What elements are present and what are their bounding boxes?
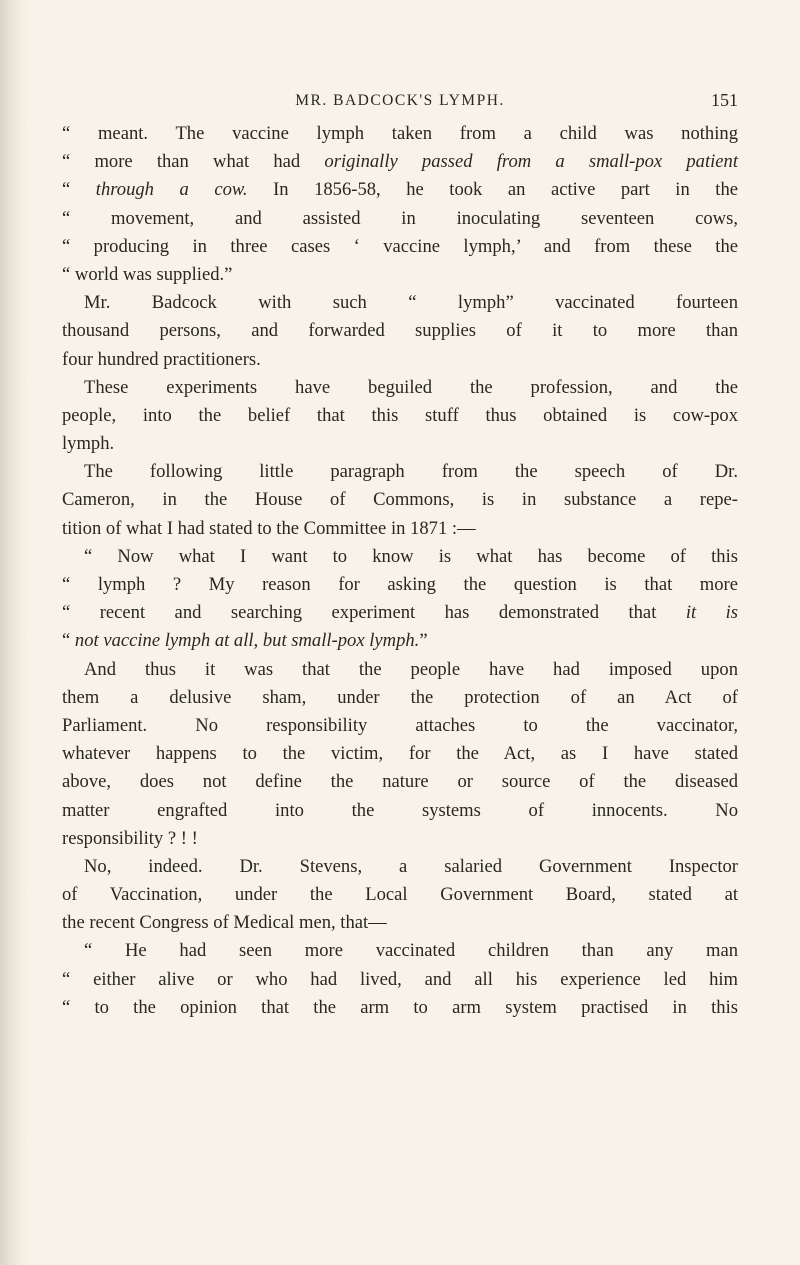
- body-text: [62, 120, 738, 1022]
- page-number: 151: [711, 90, 738, 110]
- page-gutter-shadow: [0, 0, 28, 1265]
- text-line: [62, 656, 738, 684]
- text-segment: whatever happens to the victim, for the Act, as I have stated: [62, 743, 738, 765]
- text-segment: And thus it was that the people have had imposed upon: [84, 658, 738, 680]
- text-segment: “ movement, and assisted in inoculating seventeen cows,: [62, 207, 738, 229]
- text-line: [62, 712, 738, 740]
- text-line: [62, 205, 738, 233]
- text-segment: Parliament. No responsibility attaches to the vaccinator,: [62, 714, 738, 736]
- text-segment: “ to the opinion that the arm to arm system practised in this: [62, 996, 738, 1018]
- text-segment: four hundred practitioners.: [62, 348, 261, 370]
- book-page: [62, 90, 738, 1022]
- text-line: [62, 317, 738, 345]
- text-segment: thousand persons, and forwarded supplies of it to more than: [62, 320, 738, 342]
- text-segment: “ recent and searching experiment has demonstrated that: [62, 602, 686, 624]
- text-line: [62, 937, 738, 965]
- text-segment: In 1856-58, he took an active part in the: [247, 179, 738, 201]
- text-line: [62, 402, 738, 430]
- text-segment: them a delusive sham, under the protection of an Act of: [62, 686, 738, 708]
- text-segment: “ either alive or who had lived, and all his experience led him: [62, 968, 738, 990]
- text-line: [62, 768, 738, 796]
- text-line: [62, 853, 738, 881]
- text-segment: lymph.: [62, 433, 115, 455]
- text-line: [62, 684, 738, 712]
- text-line: [62, 120, 738, 148]
- italic-text-segment: originally passed from a small-pox patient: [324, 151, 739, 173]
- running-title: [62, 92, 738, 110]
- text-segment: These experiments have beguiled the profession, and the: [84, 376, 738, 398]
- text-line: [62, 571, 738, 599]
- text-segment: “ Now what I want to know is what has become of this: [84, 545, 738, 567]
- text-line: [62, 966, 738, 994]
- text-line: [62, 458, 738, 486]
- text-segment: The following little paragraph from the speech of Dr.: [84, 461, 738, 483]
- text-line: [62, 797, 738, 825]
- text-segment: “ meant. The vaccine lymph taken from a child was nothing: [62, 123, 738, 144]
- text-line: [62, 994, 738, 1022]
- text-segment: “ He had seen more vaccinated children than any man: [84, 940, 738, 962]
- text-segment: “: [62, 179, 96, 201]
- text-segment: people, into the belief that this stuff thus obtained is cow-pox: [62, 404, 738, 426]
- text-segment: tition of what I had stated to the Committee in 1871 :—: [62, 517, 476, 539]
- text-line: [62, 374, 738, 402]
- text-line: [62, 627, 738, 655]
- italic-text-segment: through a cow.: [95, 179, 248, 201]
- text-line: [62, 289, 738, 317]
- text-segment: Cameron, in the House of Commons, is in substance a repe-: [62, 489, 738, 511]
- text-segment: “ lymph ? My reason for asking the question is that more: [62, 574, 738, 595]
- text-line: [62, 430, 738, 458]
- text-line: [62, 486, 738, 514]
- text-segment: Mr. Badcock with such “ lymph” vaccinated fourteen: [84, 292, 738, 314]
- text-segment: “ producing in three cases ‘ vaccine lymph,’ and from these the: [62, 235, 738, 257]
- text-segment: matter engrafted into the systems of innocents. No: [62, 799, 738, 821]
- text-line: [62, 740, 738, 768]
- text-line: [62, 346, 738, 374]
- text-segment: No, indeed. Dr. Stevens, a salaried Government Inspector: [84, 855, 738, 877]
- text-line: [62, 881, 738, 909]
- text-line: [62, 148, 738, 176]
- text-segment: “ world was supplied.”: [62, 263, 233, 285]
- italic-text-segment: it is: [685, 602, 738, 624]
- text-segment: “: [62, 630, 75, 652]
- text-line: [62, 909, 738, 937]
- running-head: [62, 90, 738, 120]
- text-segment: above, does not define the nature or source of the diseased: [62, 771, 738, 793]
- text-line: [62, 825, 738, 853]
- running-title-text: MR. BADCOCK'S LYMPH.: [295, 92, 505, 109]
- text-segment: “ more than what had: [62, 151, 325, 173]
- text-segment: ”: [419, 630, 428, 652]
- text-line: [62, 233, 738, 261]
- text-segment: responsibility ? ! !: [62, 827, 198, 849]
- text-line: [62, 515, 738, 543]
- text-line: [62, 261, 738, 289]
- text-segment: of Vaccination, under the Local Government Board, stated at: [62, 884, 738, 906]
- text-line: [62, 543, 738, 571]
- text-line: [62, 176, 738, 204]
- text-line: [62, 599, 738, 627]
- italic-text-segment: not vaccine lymph at all, but small-pox lymph.: [74, 630, 420, 652]
- text-segment: the recent Congress of Medical men, that—: [62, 912, 387, 934]
